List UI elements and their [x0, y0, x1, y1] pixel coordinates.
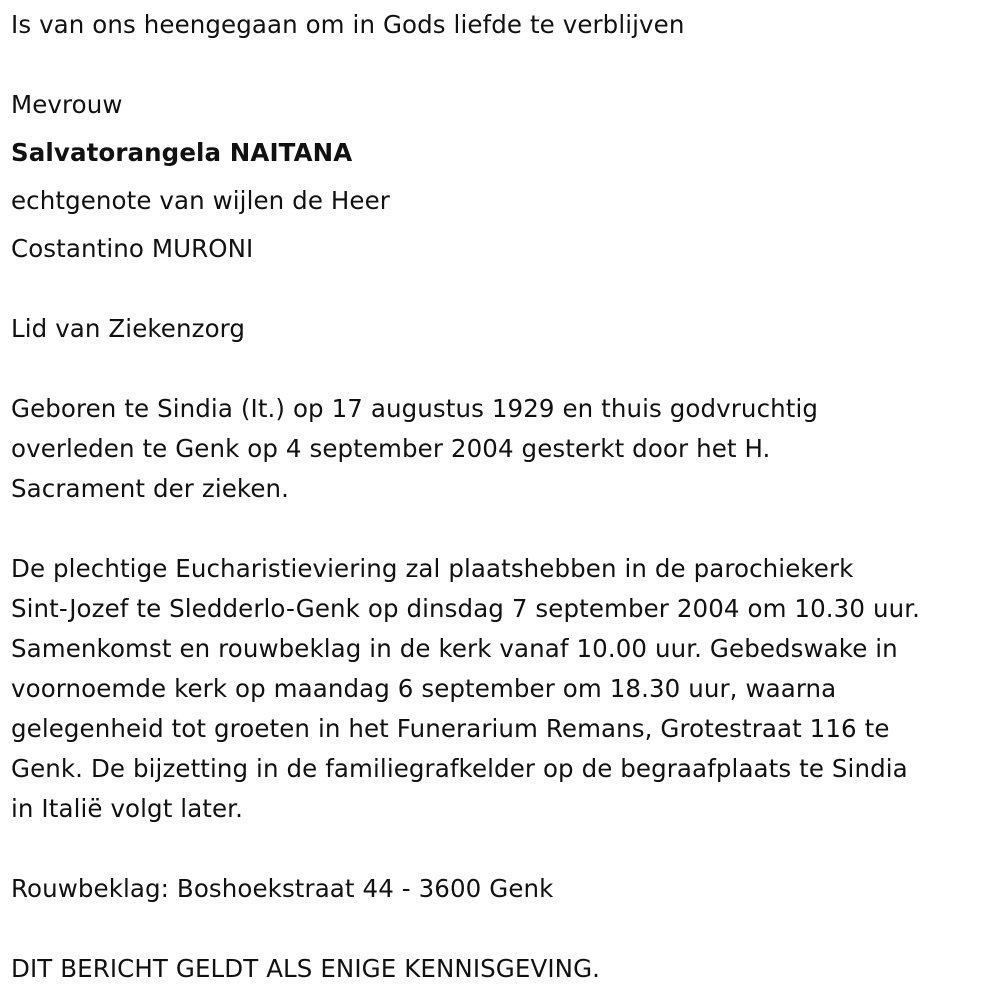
spouse-name: Costantino MURONI	[11, 234, 254, 263]
condolence-address: Rouwbeklag: Boshoekstraat 44 - 3600 Genk	[11, 874, 554, 903]
salutation: Mevrouw	[11, 90, 123, 119]
membership-line: Lid van Ziekenzorg	[11, 314, 246, 343]
paragraph-line: De plechtige Eucharistieviering zal plaatshebben in de parochiekerk	[11, 554, 854, 583]
paragraph-line: overleden te Genk op 4 september 2004 gesterkt door het H.	[11, 434, 771, 463]
paragraph-line: Samenkomst en rouwbeklag in de kerk vanaf 10.00 uur. Gebedswake in	[11, 634, 898, 663]
deceased-name: Salvatorangela NAITANA	[11, 138, 353, 167]
relation-line: echtgenote van wijlen de Heer	[11, 186, 390, 215]
closing-statement: DIT BERICHT GELDT ALS ENIGE KENNISGEVING.	[11, 954, 601, 983]
paragraph-line: gelegenheid tot groeten in het Funerarium Remans, Grotestraat 116 te	[11, 714, 890, 743]
opening-line: Is van ons heengegaan om in Gods liefde te verblijven	[11, 10, 685, 39]
paragraph-line: in Italië volgt later.	[11, 794, 243, 823]
paragraph-line: Sacrament der zieken.	[11, 474, 290, 503]
paragraph-line: Geboren te Sindia (It.) op 17 augustus 1929 en thuis godvruchtig	[11, 394, 819, 423]
paragraph-line: voornoemde kerk op maandag 6 september om 18.30 uur, waarna	[11, 674, 837, 703]
paragraph-line: Genk. De bijzetting in de familiegrafkelder op de begraafplaats te Sindia	[11, 754, 908, 783]
paragraph-line: Sint-Jozef te Sledderlo-Genk op dinsdag 7 september 2004 om 10.30 uur.	[11, 594, 921, 623]
